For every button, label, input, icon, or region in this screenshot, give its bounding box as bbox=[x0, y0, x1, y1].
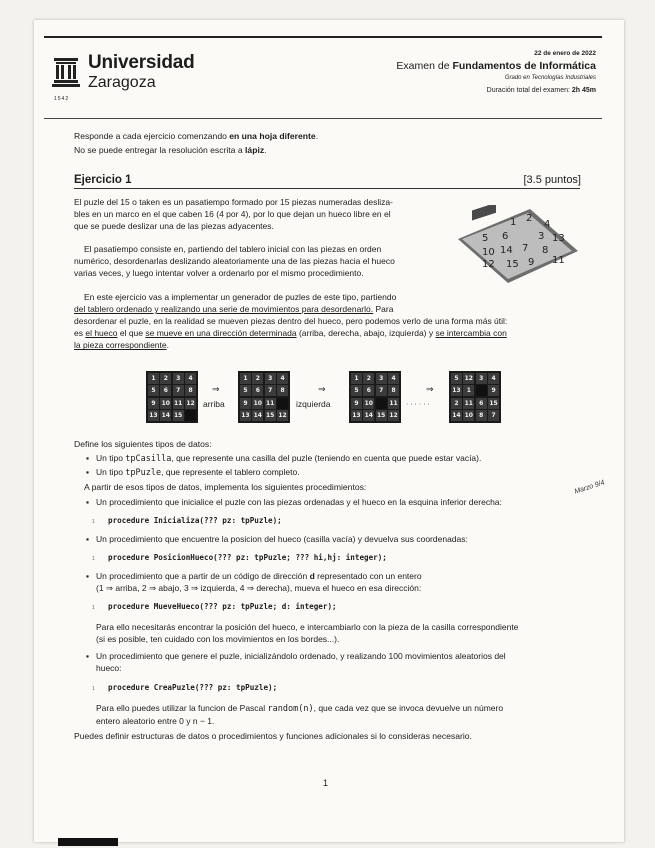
exam-subject: Fundamentos de Informática bbox=[452, 60, 596, 72]
proc3-line-1 bbox=[96, 570, 580, 582]
bullet-icon: ▪ bbox=[86, 534, 90, 544]
proc4-note bbox=[96, 702, 580, 727]
bullet-icon: ▪ bbox=[86, 453, 90, 463]
arrow-1-icon: ⇒ bbox=[212, 384, 220, 394]
p3-line-5 bbox=[74, 339, 580, 351]
instruction-line-1 bbox=[74, 130, 318, 142]
exam-title bbox=[396, 60, 596, 72]
handwritten-note: Marzo 9/4 bbox=[573, 479, 606, 496]
p4n-b: , que cada vez que se invoca devuelve un número bbox=[313, 703, 504, 713]
photo-tile: 1 bbox=[510, 217, 517, 228]
exam-duration bbox=[487, 87, 596, 94]
p3-line-2 bbox=[74, 303, 474, 315]
p3-line-2-tail: Para bbox=[373, 304, 394, 315]
board-cell: 6 bbox=[160, 385, 171, 396]
board-cell bbox=[185, 410, 196, 421]
photo-tile: 2 bbox=[526, 213, 533, 224]
p3-line-4 bbox=[74, 327, 580, 339]
p3-d2: el hueco bbox=[85, 328, 118, 339]
paragraph-3-start bbox=[74, 291, 474, 315]
photo-tile: 13 bbox=[552, 233, 565, 244]
board-cell: 12 bbox=[278, 412, 287, 420]
exam-header bbox=[44, 36, 602, 119]
board-cell: 9 bbox=[148, 398, 159, 409]
t1-code: tpCasilla bbox=[125, 454, 172, 464]
board-cell: 9 bbox=[240, 398, 251, 409]
exam-date: 22 de enero de 2022 bbox=[534, 50, 596, 57]
proc4-line-1: Un procedimiento que genere el puzle, inicializándolo ordenado, y realizando 100 movimientos aleatorios del bbox=[96, 651, 506, 661]
board-2 bbox=[238, 371, 290, 423]
proc4-note-1 bbox=[96, 702, 580, 715]
arrow-3-icon: ⇒ bbox=[426, 384, 434, 394]
proc3-line-2: (1 ⇒ arriba, 2 ⇒ abajo, 3 ⇒ izquierda, 4 ⇒ derecha), mueva el hueco en esa dirección: bbox=[96, 583, 422, 594]
line-mark: 1 bbox=[92, 519, 95, 525]
photo-tile: 11 bbox=[552, 255, 565, 266]
p3t-c: representado con un entero bbox=[314, 571, 422, 581]
ellipsis-dots: · · · · · · bbox=[406, 401, 430, 408]
p3t-b: d bbox=[309, 571, 315, 581]
board-cell: 14 bbox=[452, 412, 461, 420]
board-cell: 8 bbox=[185, 385, 196, 396]
proc3-note-2: (si es posible, ten cuidado con los movimientos en los bordes...). bbox=[96, 634, 340, 645]
proc2-text: Un procedimiento que encuentre la posicion del hueco (casilla vacía) y devuelva sus coordenadas: bbox=[96, 534, 468, 544]
scan-edge bbox=[58, 838, 118, 846]
board-cell: 10 bbox=[161, 399, 170, 407]
p3-d6: se intercambia con bbox=[435, 328, 507, 339]
photo-tile: 6 bbox=[502, 231, 509, 242]
instr2-b: lápiz bbox=[245, 145, 265, 155]
board-cell: 8 bbox=[277, 385, 288, 396]
photo-tile: 4 bbox=[544, 219, 551, 230]
procs-intro: A partir de esos tipos de datos, implementa los siguientes procedimientos: bbox=[84, 482, 367, 492]
proc4-note-2: entero aleatorio entre 0 y n − 1. bbox=[96, 716, 215, 727]
photo-tile: 3 bbox=[538, 231, 545, 242]
board-cell: 3 bbox=[376, 373, 387, 384]
board-cell: 13 bbox=[241, 412, 250, 420]
line-mark: 1 bbox=[92, 556, 95, 562]
board-cell: 1 bbox=[463, 385, 474, 396]
photo-tile: 8 bbox=[542, 245, 549, 256]
instr2-c: . bbox=[264, 145, 267, 155]
board-cell: 7 bbox=[265, 385, 276, 396]
proc2-code: procedure PosicionHueco(??? pz: tpPuzle; ??? hi,hj: integer); bbox=[108, 553, 387, 562]
instr2-a: No se puede entregar la resolución escrita a bbox=[74, 145, 246, 155]
p3-e2: . bbox=[166, 340, 169, 351]
board-cell: 1 bbox=[240, 373, 251, 384]
p3t-a: Un procedimiento que a partir de un código de dirección bbox=[96, 571, 310, 581]
board-cell: 13 bbox=[352, 412, 361, 420]
board-cell: 15 bbox=[266, 412, 275, 420]
photo-tile: 14 bbox=[500, 245, 513, 256]
board-cell: 14 bbox=[253, 412, 262, 420]
p4n-a: Para ello puedes utilizar la funcion de Pascal bbox=[96, 703, 268, 713]
board-cell bbox=[277, 398, 288, 409]
paragraph-1 bbox=[74, 196, 446, 233]
proc4-line-2: hueco: bbox=[96, 663, 122, 674]
p3-d5: (arriba, derecha, abajo, izquierda) y bbox=[296, 328, 436, 339]
closing-note: Puedes definir estructuras de datos o procedimientos y funciones adicionales si lo consideras necesario. bbox=[74, 731, 472, 741]
types-intro: Define los siguientes tipos de datos: bbox=[74, 439, 212, 449]
board-cell: 10 bbox=[253, 399, 262, 407]
proc3-note bbox=[96, 621, 582, 645]
p3-e: la pieza correspondiente bbox=[74, 340, 167, 351]
p3-line-1: En este ejercicio vas a implementar un generador de puzles de este tipo, partiendo bbox=[84, 292, 397, 302]
puzzle-photo bbox=[452, 205, 580, 285]
board-cell: 4 bbox=[185, 373, 196, 384]
proc3-code: procedure MueveHueco(??? pz: tpPuzle; d: integer); bbox=[108, 602, 337, 611]
paragraph-3-rest bbox=[74, 315, 580, 352]
board-cell: 7 bbox=[488, 410, 499, 421]
t1-b: , que represente una casilla del puzle (teniendo en cuenta que puede estar vacía). bbox=[171, 453, 482, 463]
board-cell: 2 bbox=[451, 398, 462, 409]
board-cell: 12 bbox=[186, 399, 195, 407]
board-cell: 11 bbox=[174, 399, 183, 407]
board-cell: 15 bbox=[377, 412, 386, 420]
photo-tile: 12 bbox=[482, 259, 495, 270]
photo-tile: 15 bbox=[506, 259, 519, 270]
board-cell: 1 bbox=[148, 373, 159, 384]
photo-tile: 5 bbox=[482, 233, 489, 244]
board-cell: 4 bbox=[388, 373, 399, 384]
board-cell: 2 bbox=[252, 373, 263, 384]
board-cell: 8 bbox=[388, 385, 399, 396]
proc3-note-1: Para ello necesitarás encontrar la posición del hueco, e intercambiarlo con la pieza de la casilla correspondiente bbox=[96, 622, 519, 632]
board-cell: 15 bbox=[174, 412, 183, 420]
board-cell: 15 bbox=[489, 399, 498, 407]
arrow-2-icon: ⇒ bbox=[318, 384, 326, 394]
logo-year: 1542 bbox=[54, 96, 70, 102]
board-cell: 14 bbox=[161, 412, 170, 420]
t2-a: Un tipo bbox=[96, 467, 126, 477]
board-cell: 4 bbox=[277, 373, 288, 384]
board-cell bbox=[376, 398, 387, 409]
type-tpcasilla bbox=[96, 452, 580, 465]
p3-line-2-underlined: del tablero ordenado y realizando una serie de movimientos para desordenarlo. bbox=[74, 304, 374, 315]
board-cell: 11 bbox=[266, 399, 275, 407]
photo-tile: 7 bbox=[522, 243, 529, 254]
board-cell: 2 bbox=[160, 373, 171, 384]
photo-tile: 10 bbox=[482, 247, 495, 258]
bullet-icon: ▪ bbox=[86, 497, 90, 507]
duration-value: 2h 45m bbox=[571, 87, 596, 94]
board-cell: 5 bbox=[240, 385, 251, 396]
p1-line-2: bles en un marco en el que caben 16 (4 por 4), por lo que dejan un hueco libre en el bbox=[74, 209, 391, 220]
proc3-text bbox=[96, 570, 580, 594]
board-3 bbox=[349, 371, 401, 423]
proc4-code: procedure CreaPuzle(??? pz: tpPuzle); bbox=[108, 683, 278, 692]
instr1-a: Responde a cada ejercicio comenzando bbox=[74, 131, 230, 141]
p1-line-1: El puzle del 15 o taken es un pasatiempo formado por 15 piezas numeradas desliza- bbox=[74, 197, 393, 207]
exercise-points: [3.5 puntos] bbox=[523, 174, 581, 186]
exercise-divider bbox=[74, 188, 580, 189]
proc1-text: Un procedimiento que inicialice el puzle con las piezas ordenadas y el hueco en la esquina inferior derecha: bbox=[96, 497, 502, 507]
board-cell: 4 bbox=[488, 373, 499, 384]
p1-line-3: que se puede deslizar una de las piezas adyacentes. bbox=[74, 221, 274, 232]
board-cell: 5 bbox=[451, 373, 462, 384]
board-cell: 12 bbox=[389, 412, 398, 420]
board-1 bbox=[146, 371, 198, 423]
photo-tile: 9 bbox=[528, 257, 535, 268]
proc4-text bbox=[96, 650, 580, 674]
university-name: Universidad bbox=[88, 52, 195, 73]
instr1-b: en una hoja diferente bbox=[229, 131, 316, 141]
type-tppuzle bbox=[96, 466, 580, 479]
t1-a: Un tipo bbox=[96, 453, 126, 463]
board-cell: 6 bbox=[363, 385, 374, 396]
exam-prefix: Examen de bbox=[396, 60, 453, 72]
instruction-line-2 bbox=[74, 144, 267, 156]
p2-line-1: El pasatiempo consiste en, partiendo del tablero inicial con las piezas en orden bbox=[84, 244, 382, 254]
line-mark: 1 bbox=[92, 686, 95, 692]
paragraph-2 bbox=[74, 243, 446, 280]
exercise-title: Ejercicio 1 bbox=[74, 174, 132, 186]
move-label-izquierda: izquierda bbox=[296, 399, 331, 409]
university-city: Zaragoza bbox=[88, 74, 156, 91]
board-cell: 10 bbox=[364, 399, 373, 407]
p3-line-3: desordenar el puzle, en la realidad se mueven piezas dentro del hueco, pero podemos verlo de una forma más útil: bbox=[74, 316, 508, 326]
p3-d3: el que bbox=[117, 328, 146, 339]
move-label-arriba: arriba bbox=[203, 399, 225, 409]
t2-b: , que represente el tablero completo. bbox=[161, 467, 300, 477]
board-cell: 5 bbox=[148, 385, 159, 396]
p2-line-3: varias veces, y luego intentar volver a ordenarlo por el mismo procedimiento. bbox=[74, 268, 364, 279]
board-cell: 10 bbox=[464, 412, 473, 420]
p3-d1: es bbox=[74, 328, 86, 339]
board-cell: 3 bbox=[173, 373, 184, 384]
board-cell: 11 bbox=[464, 399, 473, 407]
board-cell: 3 bbox=[265, 373, 276, 384]
board-cell: 13 bbox=[149, 412, 158, 420]
bullet-icon: ▪ bbox=[86, 571, 90, 581]
bullet-icon: ▪ bbox=[86, 467, 90, 477]
board-cell: 6 bbox=[252, 385, 263, 396]
university-logo-icon bbox=[52, 54, 80, 102]
board-cell: 2 bbox=[363, 373, 374, 384]
board-cell: 3 bbox=[476, 373, 487, 384]
p2-line-2: numérico, desordenarlas deslizando aleatoriamente una de las piezas hacia el hueco bbox=[74, 256, 395, 267]
board-cell: 13 bbox=[452, 387, 461, 395]
board-cell bbox=[476, 385, 487, 396]
t2-code: tpPuzle bbox=[125, 468, 162, 478]
board-cell: 14 bbox=[364, 412, 373, 420]
board-cell: 6 bbox=[476, 398, 487, 409]
p4n-code: random(n) bbox=[267, 704, 314, 714]
board-cell: 1 bbox=[351, 373, 362, 384]
board-cell: 7 bbox=[173, 385, 184, 396]
board-cell: 12 bbox=[464, 374, 473, 382]
board-cell: 8 bbox=[476, 410, 487, 421]
board-cell: 9 bbox=[351, 398, 362, 409]
degree-name: Grado en Tecnologías Industriales bbox=[504, 75, 596, 81]
p3-d4: se mueve en una dirección determinada bbox=[145, 328, 297, 339]
board-cell: 9 bbox=[488, 385, 499, 396]
board-cell: 5 bbox=[351, 385, 362, 396]
board-cell: 11 bbox=[389, 399, 398, 407]
proc1-code: procedure Inicializa(??? pz: tpPuzle); bbox=[108, 516, 282, 525]
board-cell: 7 bbox=[376, 385, 387, 396]
line-mark: 1 bbox=[92, 605, 95, 611]
board-4 bbox=[449, 371, 501, 423]
instr1-c: . bbox=[315, 131, 319, 141]
duration-label: Duración total del examen: bbox=[486, 87, 572, 94]
bullet-icon: ▪ bbox=[86, 651, 90, 661]
page-number: 1 bbox=[323, 778, 329, 788]
